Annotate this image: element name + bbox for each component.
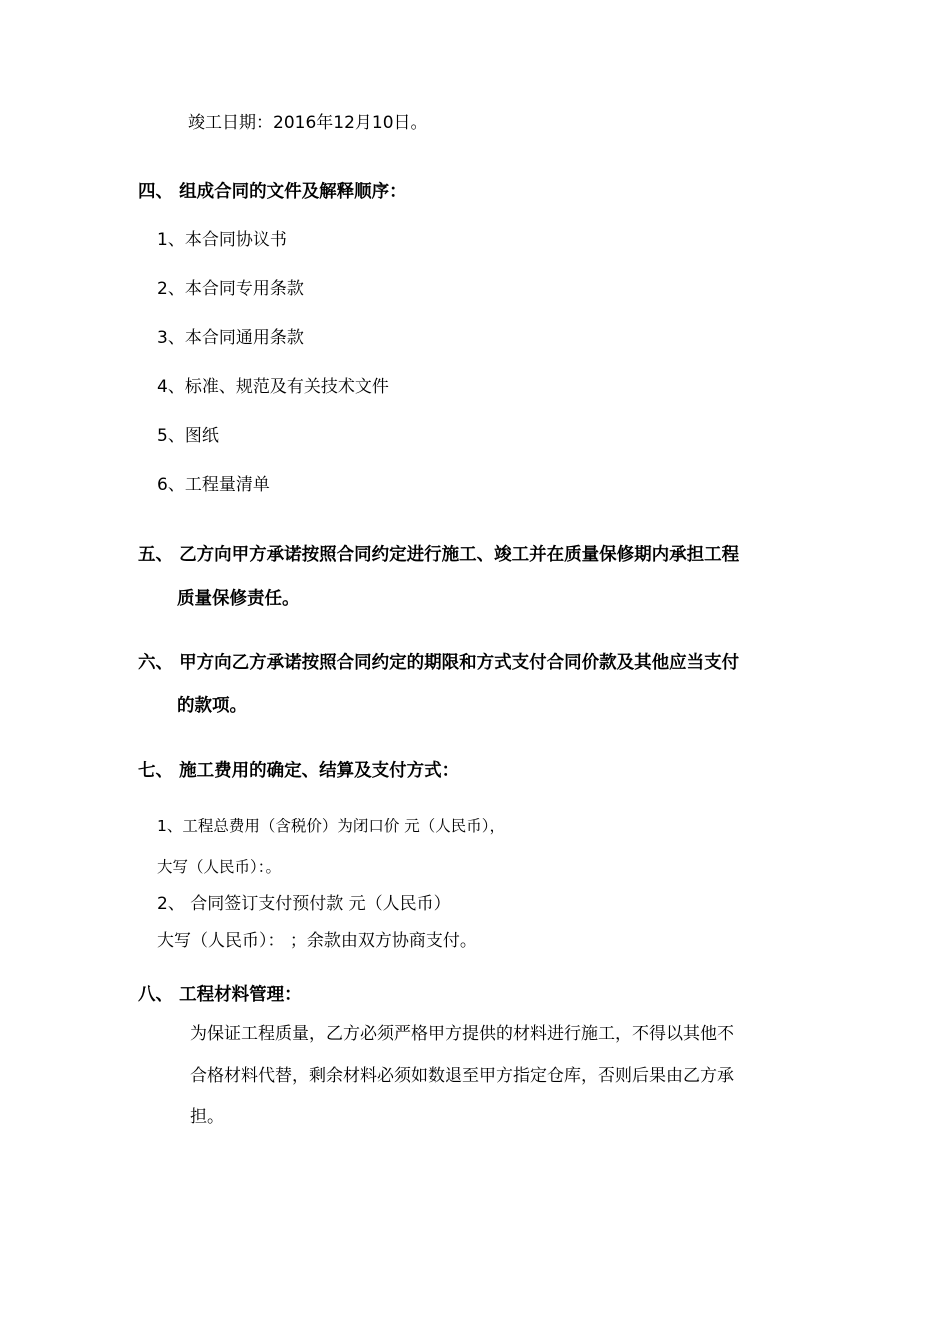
list-item: 4、标准、规范及有关技术文件: [157, 377, 389, 397]
list-item: 5、图纸: [157, 426, 219, 446]
section-8-paragraph-line: 合格材料代替，剩余材料必须如数退至甲方指定仓库，否则后果由乙方承: [190, 1066, 734, 1086]
section-7-item-2: 2、 合同签订支付预付款 元（人民币）: [157, 894, 451, 914]
list-item: 3、本合同通用条款: [157, 328, 304, 348]
section-5-line-1: 五、 乙方向甲方承诺按照合同约定进行施工、竣工并在质量保修期内承担工程: [138, 545, 740, 565]
section-6-line-1: 六、 甲方向乙方承诺按照合同约定的期限和方式支付合同价款及其他应当支付: [138, 653, 740, 673]
list-item: 2、本合同专用条款: [157, 279, 304, 299]
section-8-paragraph-line: 为保证工程质量，乙方必须严格甲方提供的材料进行施工，不得以其他不: [190, 1024, 734, 1044]
section-8-heading: 八、 工程材料管理：: [138, 985, 302, 1005]
section-4-heading: 四、 组成合同的文件及解释顺序：: [138, 182, 407, 202]
section-7-item-1: 1、工程总费用（含税价）为闭口价 元（人民币），: [157, 817, 506, 835]
completion-date-line: 竣工日期：2016年12月10日。: [188, 113, 428, 133]
list-item: 1、本合同协议书: [157, 230, 287, 250]
list-item: 6、工程量清单: [157, 475, 270, 495]
section-6-line-2: 的款项。: [177, 696, 247, 716]
section-7-heading: 七、 施工费用的确定、结算及支付方式：: [138, 761, 460, 781]
section-7-item-2-caps: 大写（人民币）： ；余款由双方协商支付。: [157, 931, 477, 951]
section-8-paragraph-line: 担。: [190, 1107, 224, 1127]
section-5-line-2: 质量保修责任。: [177, 589, 300, 609]
section-7-item-1-caps: 大写（人民币）：。: [157, 858, 282, 876]
